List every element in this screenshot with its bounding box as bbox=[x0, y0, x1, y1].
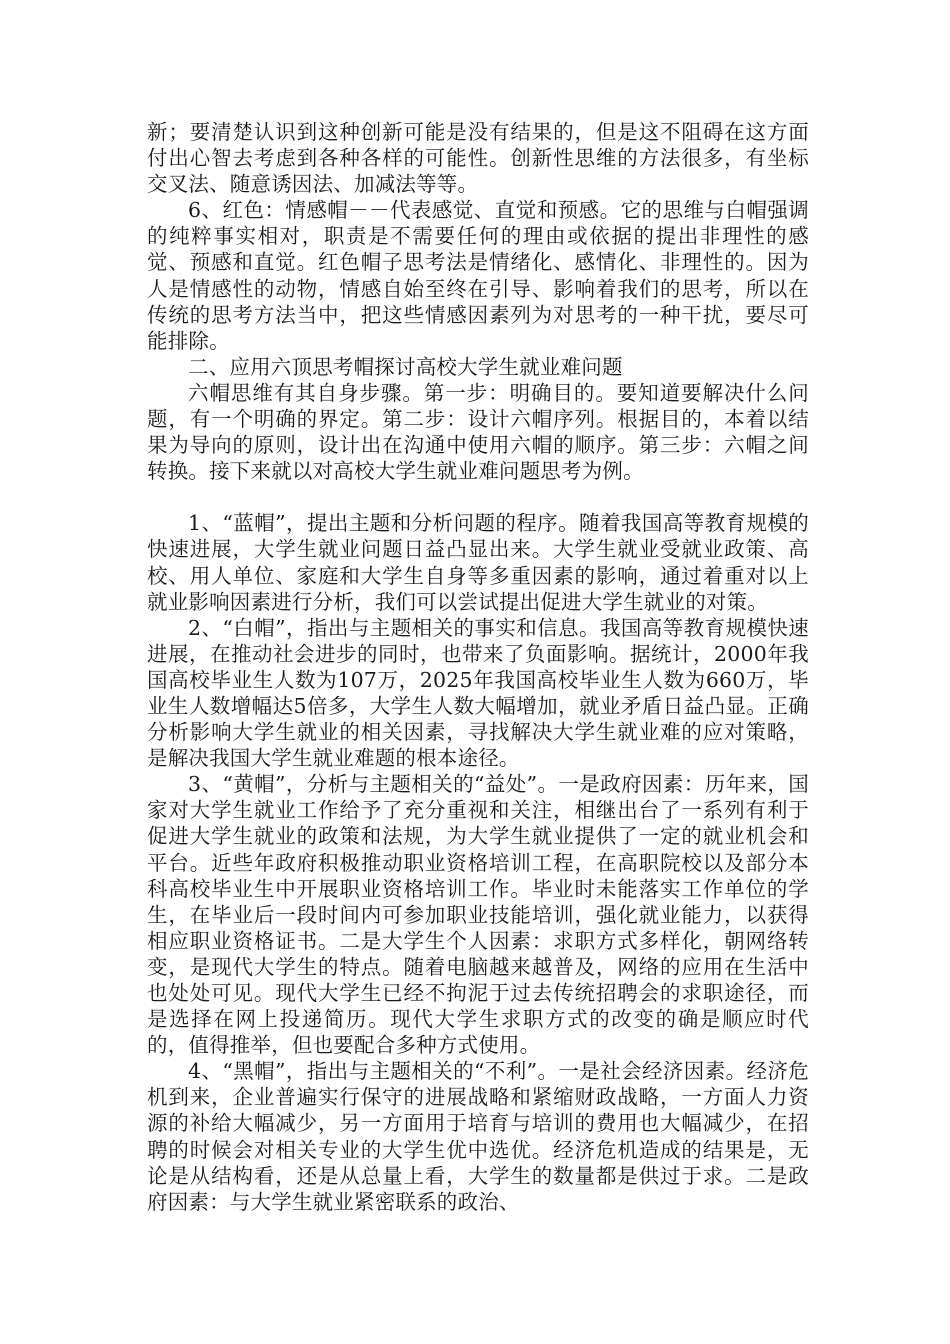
paragraph-red-hat: 6、红色：情感帽－－代表感觉、直觉和预感。它的思维与白帽强调的纯粹事实相对，职责是不需要任何的理由或依据的提出非理性的感觉、预感和直觉。红色帽子思考法是情绪化、感情化、非理性的。因为人是情感性的动物，情感自始至终在引导、影响着我们的思考，所以在传统的思考方法当中，把这些情感因素列为对思考的一种干扰，要尽可能排除。 bbox=[147, 198, 809, 353]
section-heading: 二、应用六顶思考帽探讨高校大学生就业难问题 bbox=[188, 354, 623, 379]
paragraph-white-hat: 2、“白帽”，指出与主题相关的事实和信息。我国高等教育规模快速进展，在推动社会进步的同时，也带来了负面影响。据统计，2000年我国高校毕业生人数为107万，2025年我国高校毕业生人数为660万，毕业生人数增幅达5倍多，大学生人数大幅增加，就业矛盾日益凸显。正确分析影响大学生就业的相关因素，寻找解决大学生就业难的应对策略，是解决我国大学生就业难题的根本途径。 bbox=[147, 615, 809, 771]
paragraph-yellow-hat: 3、“黄帽”，分析与主题相关的“益处”。一是政府因素：历年来，国家对大学生就业工作给予了充分重视和关注，相继出台了一系列有利于促进大学生就业的政策和法规，为大学生就业提供了一定的就业机会和平台。近些年政府积极推动职业资格培训工程，在高职院校以及部分本科高校毕业生中开展职业资格培训工作。毕业时未能落实工作单位的学生，在毕业后一段时间内可参加职业技能培训，强化就业能力，以获得相应职业资格证书。二是大学生个人因素：求职方式多样化，朝网络转变，是现代大学生的特点。随着电脑越来越普及，网络的应用在生活中也处处可见。现代大学生已经不拘泥于过去传统招聘会的求职途径，而是选择在网上投递简历。现代大学生求职方式的改变的确是顺应时代的，值得推举，但也要配合多种方式使用。 bbox=[147, 772, 809, 1058]
paragraph-continuation: 新；要清楚认识到这种创新可能是没有结果的，但是这不阻碍在这方面付出心智去考虑到各种各样的可能性。创新性思维的方法很多，有坐标交叉法、随意诱因法、加减法等等。 bbox=[147, 120, 809, 197]
paragraph-blue-hat: 1、“蓝帽”，提出主题和分析问题的程序。随着我国高等教育规模的快速进展，大学生就业问题日益凸显出来。大学生就业受就业政策、高校、用人单位、家庭和大学生自身等多重因素的影响，通过着重对以上就业影响因素进行分析，我们可以尝试提出促进大学生就业的对策。 bbox=[147, 511, 809, 614]
body-text bbox=[147, 119, 809, 1215]
paragraph-steps: 六帽思维有其自身步骤。第一步：明确目的。要知道要解决什么问题，有一个明确的界定。第二步：设计六帽序列。根据目的，本着以结果为导向的原则，设计出在沟通中使用六帽的顺序。第三步：六帽之间转换。接下来就以对高校大学生就业难问题思考为例。 bbox=[147, 380, 809, 484]
paragraph-black-hat: 4、“黑帽”，指出与主题相关的“不利”。一是社会经济因素。经济危机到来，企业普遍实行保守的进展战略和紧缩财政战略，一方面人力资源的补给大幅减少，另一方面用于培育与培训的费用也大幅减少，在招聘的时候会对相关专业的大学生优中选优。经济危机造成的结果是，无论是从结构看，还是从总量上看，大学生的数量都是供过于求。二是政府因素：与大学生就业紧密联系的政治、 bbox=[147, 1059, 809, 1214]
